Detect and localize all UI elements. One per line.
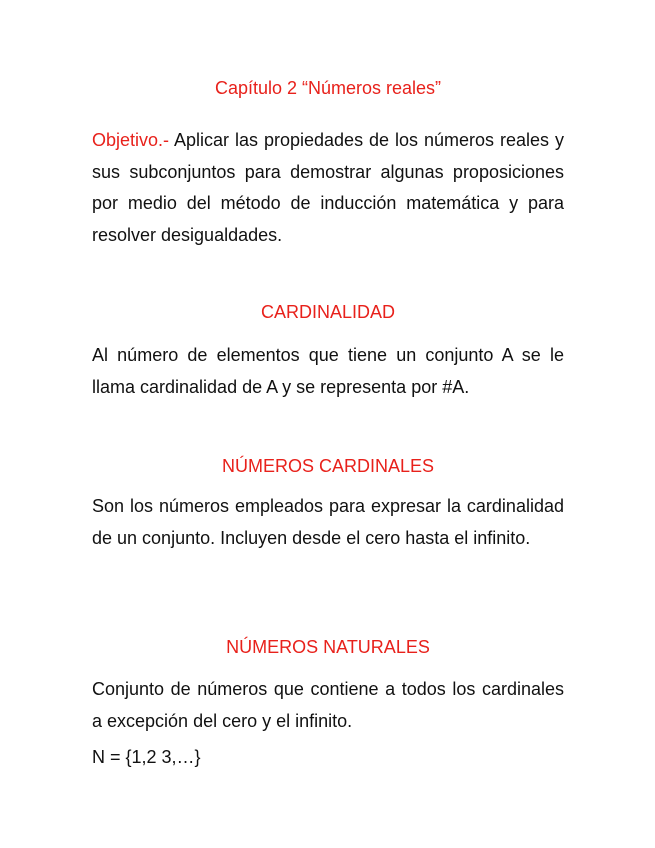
section-heading-cardinalidad: CARDINALIDAD <box>260 302 396 322</box>
section-heading-numeros-naturales: NÚMEROS NATURALES <box>226 637 430 657</box>
section-body-cardinalidad: Al número de elementos que tiene un conjunto A se le llama cardinalidad de A y se representa por #A. <box>92 345 564 397</box>
objective-label: Objetivo.- <box>92 130 170 150</box>
section-body-numeros-cardinales: Son los números empleados para expresar la cardinalidad de un conjunto. Incluyen desde el cero hasta el infinito. <box>92 496 564 548</box>
section-heading-numeros-cardinales: NÚMEROS CARDINALES <box>221 456 435 476</box>
objective-text: Aplicar las propiedades de los números reales y sus subconjuntos para demostrar algunas proposiciones por medio del método de inducción matemática y para resolver desigualdades. <box>92 130 564 245</box>
document-page <box>92 0 564 848</box>
chapter-title: Capítulo 2 “Números reales” <box>214 78 442 98</box>
natural-numbers-set-formula: N = {1,2 3,…} <box>92 747 201 767</box>
objective-paragraph <box>92 125 564 251</box>
section-body-numeros-naturales: Conjunto de números que contiene a todos los cardinales a excepción del cero y el infinito. <box>92 679 564 731</box>
